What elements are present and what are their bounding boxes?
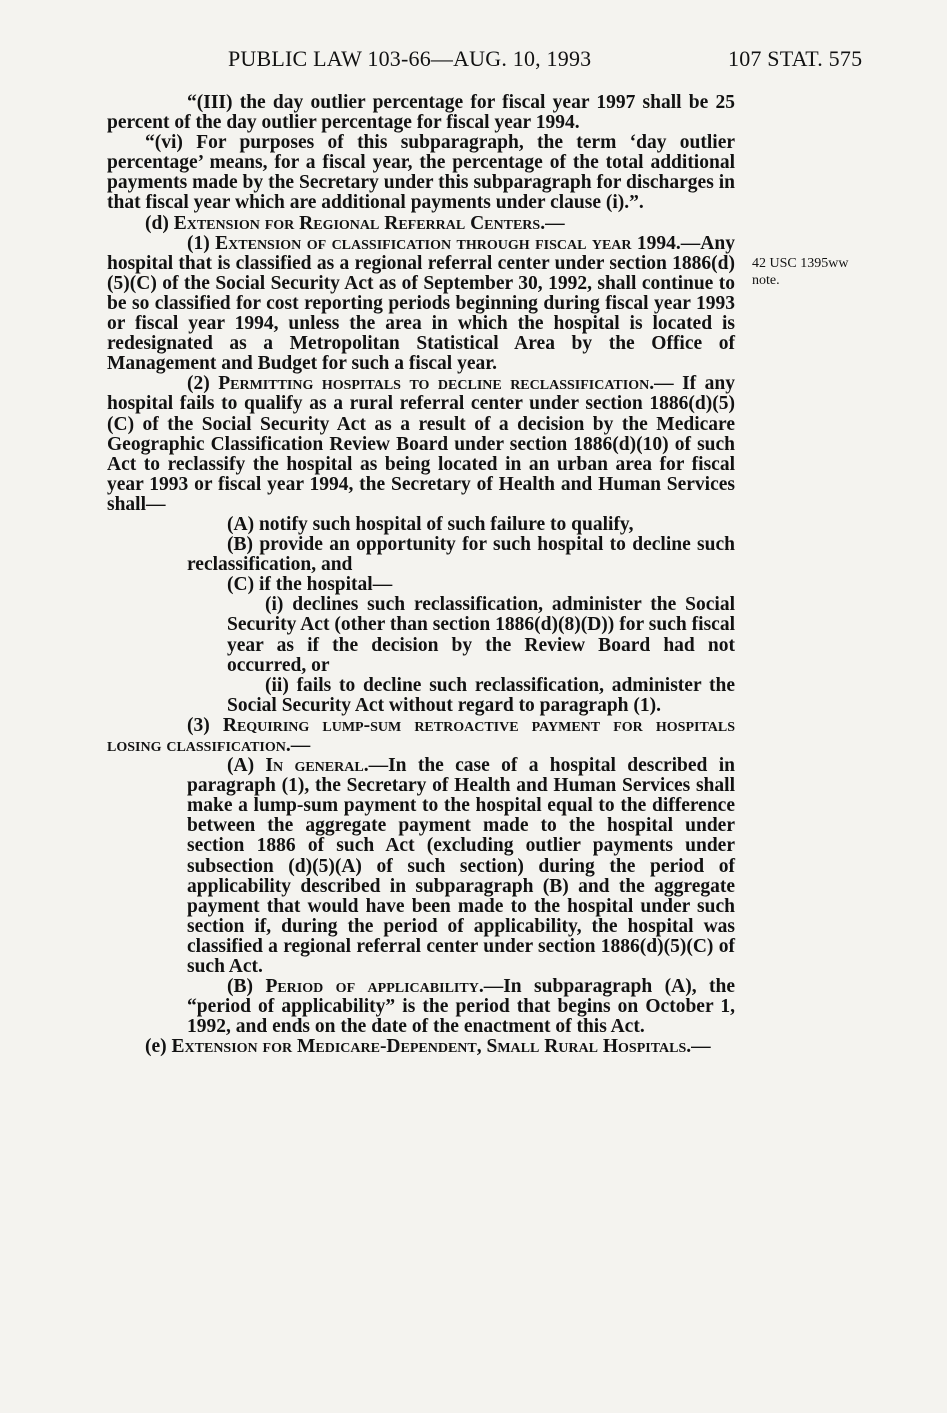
paragraph-d2-text: .— If any hospital fails to qualify as a rural referral center under section 1886(d)(5)(C) of the Social Security Act as a result of a decision by the Medicare Geographic Classification Review Board under section 1886(d)(10) of such Act to reclassify the hospital as being located in an urban area for fiscal year 1993 or fiscal year 1994, the Secretary of Health and Human Services shall— (107, 373, 735, 515)
paragraph-d2-label: (2) (187, 373, 219, 395)
paragraph-d3-label: (3) (187, 714, 223, 736)
paragraph-d1 (107, 234, 735, 375)
paragraph-iii: “(III) the day outlier percentage for fiscal year 1997 shall be 25 percent of the day outlier percentage for fiscal year 1994. (107, 92, 735, 134)
paragraph-d3-b-heading: Period of applicability (265, 976, 479, 998)
section-d-heading (107, 214, 735, 234)
paragraph-vi: “(vi) For purposes of this subparagraph, the term ‘day outlier percentage’ means, for a fiscal year, the percentage of the total additional payments made by the Secretary under this subparagraph for discharges in that fiscal year which are additional payments under clause (i).”. (107, 132, 735, 214)
section-e-title: Extension for Medicare-Dependent, Small Rural Hospitals (171, 1036, 687, 1058)
paragraph-d2-c: (C) if the hospital— (227, 574, 393, 596)
paragraph-d1-label: (1) (187, 232, 216, 254)
paragraph-d1-heading: Extension of classification through fiscal year 1994 (215, 232, 676, 254)
paragraph-d3-a-heading: In general (265, 755, 364, 777)
document-body (107, 93, 735, 1058)
paragraph-d2 (107, 374, 735, 515)
paragraph-d2-heading: Permitting hospitals to decline reclassification (218, 373, 650, 395)
paragraph-d3-b (187, 977, 735, 1037)
section-e-dash: .— (686, 1036, 711, 1058)
section-d-dash: .— (540, 212, 565, 234)
paragraph-d2-c-ii: (ii) fails to decline such reclassification, administer the Social Security Act without regard to paragraph (1). (227, 674, 735, 716)
paragraph-d3 (107, 716, 735, 756)
paragraph-d3-b-text: .—In subparagraph (A), the “period of applicability” is the period that begins on October 1, 1992, and ends on the date of the enactment of this Act. (187, 976, 735, 1038)
header-title: PUBLIC LAW 103-66—AUG. 10, 1993 (228, 46, 592, 71)
margin-citation-line1: 42 USC 1395ww (752, 256, 849, 271)
paragraph-d3-dash: .— (285, 735, 311, 756)
paragraph-d3-heading: Requiring lump-sum retroactive payment for hospitals losing classification (107, 714, 735, 756)
margin-citation (752, 255, 882, 289)
paragraph-d1-text: .—Any hospital that is classified as a regional referral center under section 1886(d)(5)(C) of the Social Security Act as of September 30, 1992, shall continue to be so classified for cost reporting periods beginning during fiscal year 1993 or fiscal year 1994, unless the area in which the hospital is located is redesignated as a Metropolitan Statistical Area by the Office of Management and Budget for such a fiscal year. (107, 232, 735, 375)
page-header (0, 46, 947, 76)
paragraph-d3-a (187, 756, 735, 977)
paragraph-d3-b-label: (B) (227, 976, 266, 998)
paragraph-d2-a: (A) notify such hospital of such failure to qualify, (227, 513, 634, 535)
section-d-title: Extension for Regional Referral Centers (173, 212, 541, 234)
paragraph-d3-a-label: (A) (227, 755, 266, 777)
margin-citation-line2: note. (752, 273, 780, 288)
header-stat-page: 107 STAT. 575 (728, 46, 863, 71)
paragraph-d2-c-i: (i) declines such reclassification, administer the Social Security Act (other than section 1886(d)(8)(D)) for such fiscal year as if the decision by the Review Board had not occurred, or (227, 594, 735, 676)
section-e-heading (107, 1037, 735, 1057)
section-d-label: (d) (145, 212, 174, 234)
paragraph-d2-b: (B) provide an opportunity for such hospital to decline such reclassification, and (187, 534, 735, 576)
paragraph-d3-a-text: .—In the case of a hospital described in paragraph (1), the Secretary of Health and Human Services shall make a lump-sum payment to the hospital equal to the difference between the aggregate payment made to the hospital under section 1886 of such Act (excluding outlier payments under subsection (d)(5)(A) of such section) during the period of applicability described in subparagraph (B) and the aggregate payment that would have been made to the hospital under such section if, during the period of applicability, the hospital was classified a regional referral center under section 1886(d)(5)(C) of such Act. (187, 755, 735, 978)
section-e-label: (e) (145, 1036, 172, 1058)
